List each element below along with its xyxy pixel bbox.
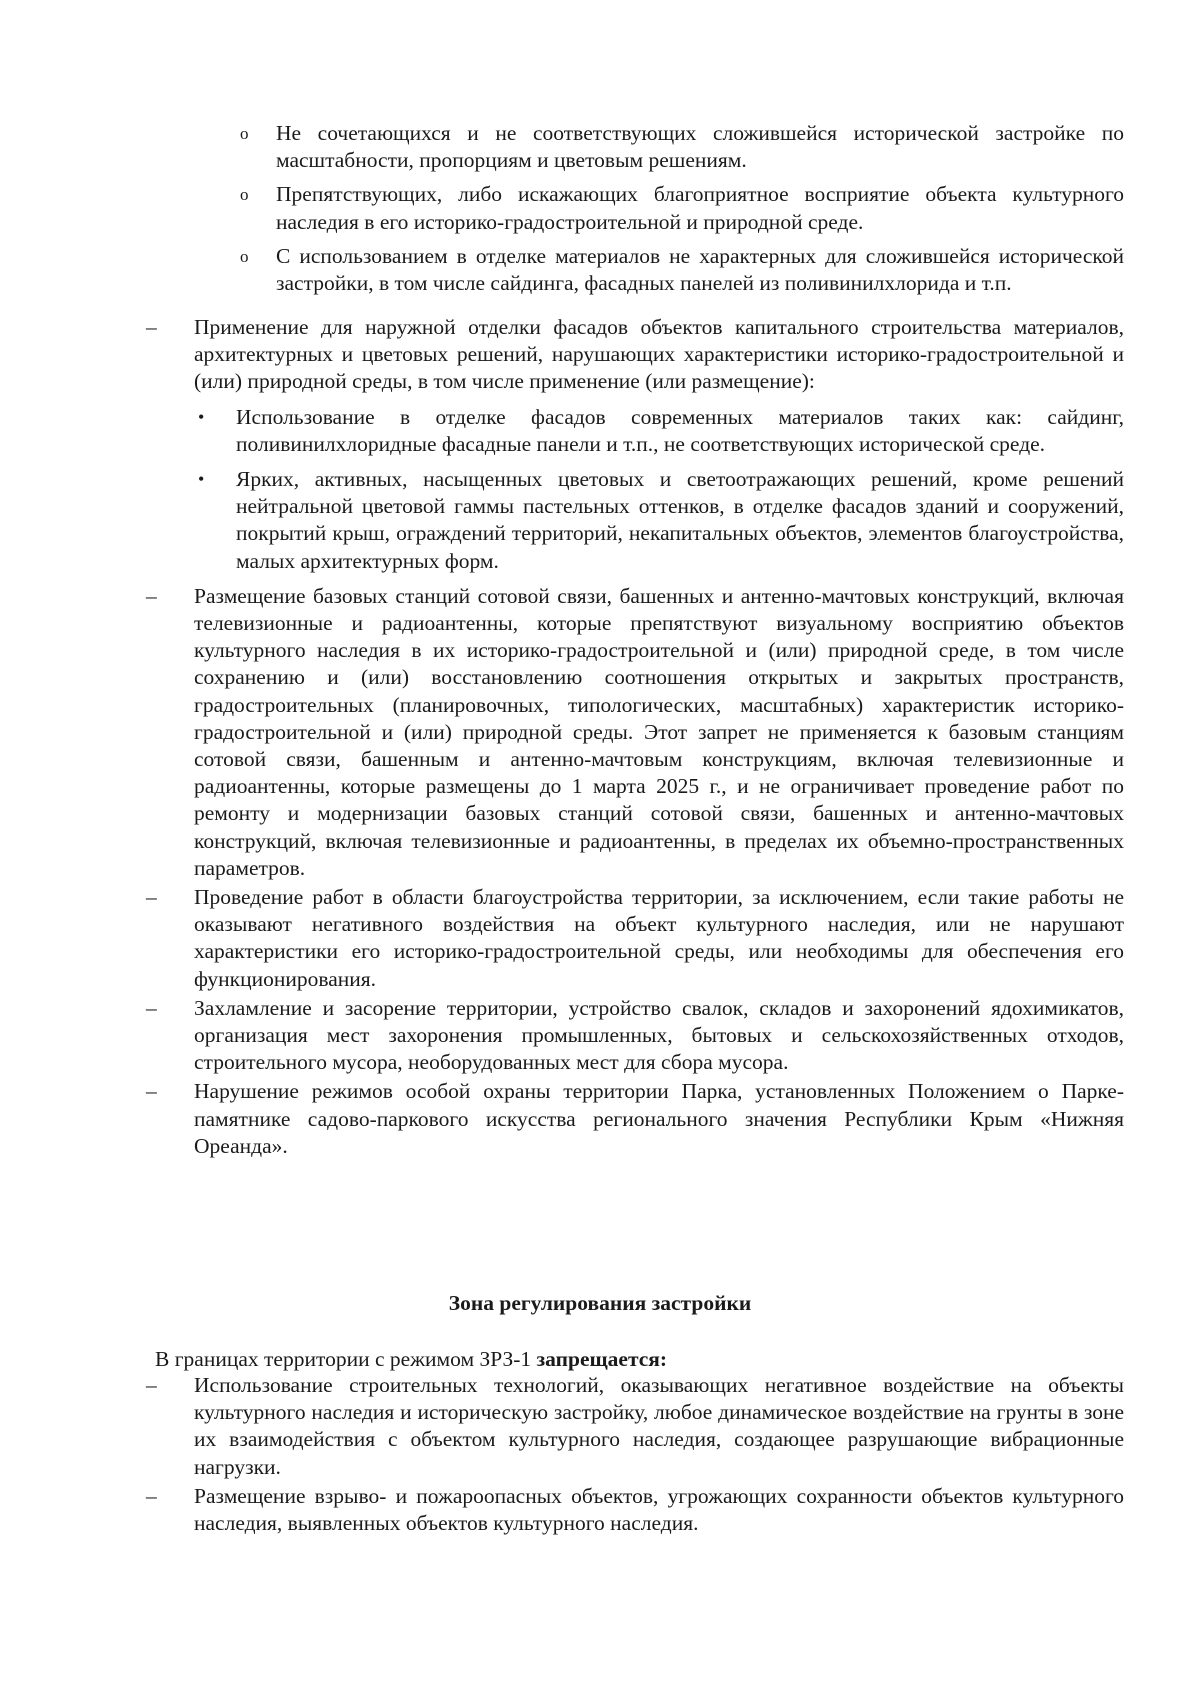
list-item [240,120,1124,174]
list-item [146,995,1124,1077]
dash-marker: – [146,995,157,1020]
list-item [240,181,1124,235]
list-item-text: Препятствующих, либо искажающих благоприятное восприятие объекта культурного наследия в его историко-градостроительной и природной среде. [276,182,1124,234]
list-item-text: Нарушение режимов особой охраны территории Парка, установленных Положением о Парке-памятнике садово-паркового искусства регионального значения Республики Крым «Нижняя Ореанда». [194,1079,1124,1158]
dash-marker: – [146,1373,157,1397]
dash-marker: – [146,315,157,339]
bullet-marker: • [198,469,205,490]
list-item [146,1483,1124,1537]
list-item-text: Применение для наружной отделки фасадов объектов капитального строительства материалов, архитектурных и цветовых решений, нарушающих характеристики историко-градостроительной и (или) природной среды, в том числе применение (или размещение): [194,315,1124,394]
dash-marker: – [146,583,157,608]
list-item [198,466,1124,575]
intro-emphasis: запрещается: [536,1347,668,1371]
circle-list [240,120,1124,304]
list-item [146,1078,1124,1160]
bullet-marker: • [198,406,205,427]
prohibitions-list [146,314,1124,1162]
list-item-text: Не сочетающихся и не соответствующих сложившейся исторической застройке по масштабности, пропорциям и цветовым решениям. [276,121,1124,173]
section-heading: Зона регулирования застройки [448,1291,752,1315]
intro-text: В границах территории с режимом ЗРЗ-1 [155,1347,537,1371]
list-item-text: Захламление и засорение территории, устройство свалок, складов и захоронений ядохимикатов, организация мест захоронения промышленных, бытовых и сельскохозяйственных отходов, строительного мусора, необорудованных мест для сбора мусора. [194,995,1124,1075]
list-item-text: Проведение работ в области благоустройства территории, за исключением, если такие работы не оказывают негативного воздействия на объект культурного наследия, или не нарушают характеристики его историко-градостроительной среды, или необходимы для обеспечения его функционирования. [194,885,1124,991]
intro-paragraph [155,1346,1125,1373]
facade-bullet-list [198,404,1124,575]
list-item [146,884,1124,993]
circle-marker: o [240,124,249,143]
list-item [146,314,1124,575]
list-item-text: Ярких, активных, насыщенных цветовых и светоотражающих решений, кроме решений нейтральной цветовой гаммы пастельных оттенков, в отделке фасадов зданий и сооружений, покрытий крыш, ограждений территорий, некапитальных объектов, элементов благоустройства, малых архитектурных форм. [236,467,1124,573]
list-item [146,1372,1124,1481]
dash-marker: – [146,885,157,910]
list-item-text: Размещение взрыво- и пожароопасных объектов, угрожающих сохранности объектов культурного наследия, выявленных объектов культурного наследия. [194,1483,1124,1536]
circle-marker: o [240,246,249,266]
list-item-text: С использованием в отделке материалов не характерных для сложившейся исторической застройки, в том числе сайдинга, фасадных панелей из поливинилхлорида и т.п. [276,243,1124,296]
circle-marker: o [240,185,249,205]
dash-marker: – [146,1483,157,1508]
list-item [198,404,1124,458]
dash-marker: – [146,1079,157,1104]
list-item-text: Размещение базовых станций сотовой связи, башенных и антенно-мачтовых конструкций, включая телевизионные и радиоантенны, которые препятствуют визуальному восприятию объектов культурного наследия в их историко-градостроительной и (или) природной среде, в том числе сохранению и (или) восстановлению соотношения открытых и закрытых пространств, градостроительных (планировочных, типологических, масштабных) характеристик историко-градостроительной и (или) природной среды. Этот запрет не применяется к базовым станциям сотовой связи, башенным и антенно-мачтовым конструкциям, включая телевизионные и радиоантенны, которые размещены до 1 марта 2025 г., и не ограничивает проведение работ по ремонту и модернизации базовых станций сотовой связи, башенных и антенно-мачтовых конструкций, включая телевизионные и радиоантенны, в пределах их объемно-пространственных параметров. [194,583,1124,880]
list-item-text: Использование в отделке фасадов современных материалов таких как: сайдинг, поливинилхлоридные фасадные панели и т.п., не соответствующих исторической среде. [236,404,1124,456]
list-item-text: Использование строительных технологий, оказывающих негативное воздействие на объекты культурного наследия и историческую застройку, любое динамическое воздействие на грунты в зоне их взаимодействия с объектом культурного наследия, создающее разрушающие вибрационные нагрузки. [194,1373,1124,1479]
zrz-prohibitions-list [146,1372,1124,1539]
list-item [146,583,1124,882]
list-item [240,243,1124,297]
